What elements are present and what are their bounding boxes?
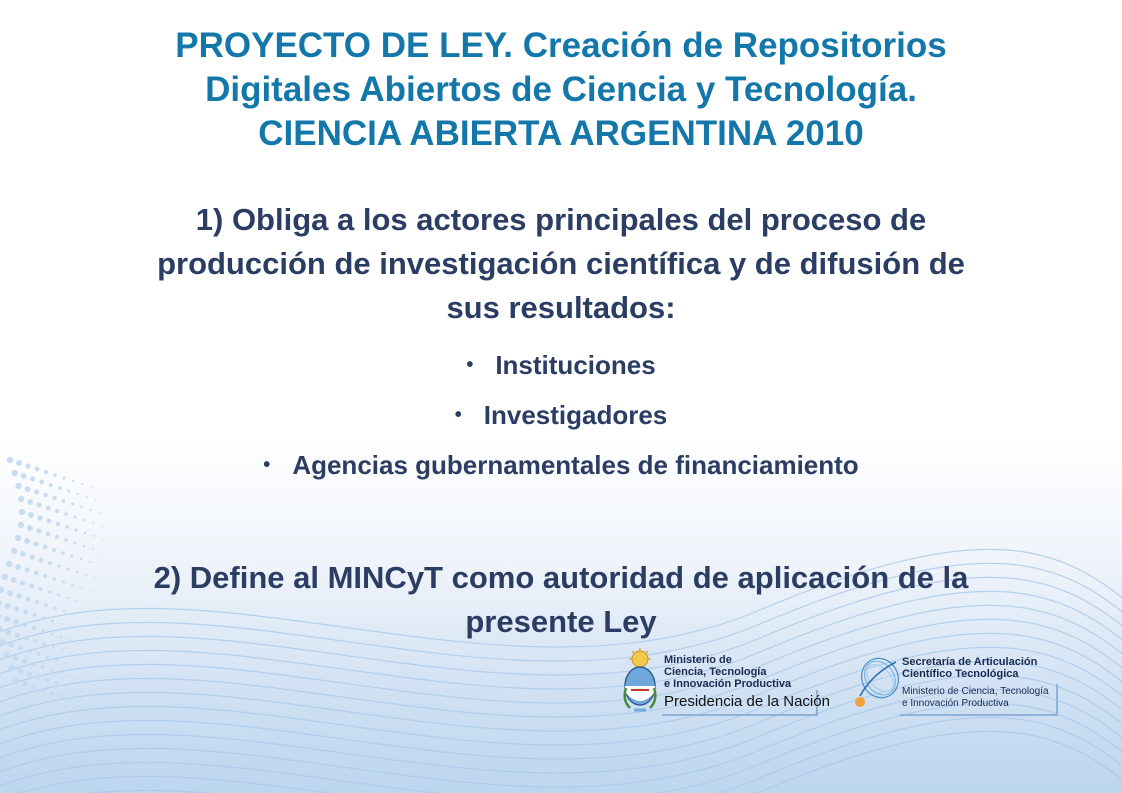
point-2-line-1: 2) Define al MINCyT como autoridad de aplicación de la [153, 560, 969, 595]
wave-dot [83, 545, 85, 547]
wave-dot [87, 704, 89, 706]
bullet-dot: • [263, 453, 271, 476]
wave-dot [101, 525, 103, 527]
wave-dot [0, 587, 4, 593]
wave-dot [78, 678, 80, 680]
wave-dot [27, 671, 32, 676]
wave-dot [73, 688, 75, 690]
wave-dot [3, 652, 9, 658]
wave-dot [53, 496, 57, 500]
wave-dot [19, 509, 25, 515]
wave-dot [29, 554, 34, 559]
argentina-coat-of-arms-icon [620, 648, 660, 716]
wave-dot [0, 613, 1, 619]
wave-dot [5, 603, 11, 609]
wave-dot [47, 519, 52, 524]
wave-dot [18, 522, 24, 528]
wave-dot [92, 548, 94, 550]
wave-dot [59, 671, 62, 674]
wave-dot [33, 541, 38, 546]
list-item-agencias [0, 440, 1122, 490]
wave-dot [46, 532, 51, 537]
wave-dot [15, 564, 21, 570]
secretaria-title [902, 656, 1062, 680]
title-line-2: Digitales Abiertos de Ciencia y Tecnología. [205, 70, 917, 109]
secretaria-line-4: e Innovación Productiva [902, 698, 1009, 709]
wave-dot [42, 616, 46, 620]
wave-dot [34, 571, 39, 576]
actors-list [0, 340, 1122, 490]
list-item-label: Instituciones [495, 349, 656, 380]
wave-dot [46, 655, 50, 659]
wave-dot [37, 502, 42, 507]
point-1 [80, 198, 1042, 330]
wave-dot [83, 668, 85, 670]
wave-dot [33, 639, 37, 643]
wave-dot [71, 502, 74, 505]
wave-dot [34, 489, 39, 494]
wave-dot [45, 678, 49, 682]
wave-dot [37, 515, 42, 520]
wave-dot [18, 645, 23, 650]
wave-dot [24, 538, 30, 544]
wave-dot [82, 691, 84, 693]
wave-dot [13, 678, 19, 684]
title-line-3: CIENCIA ABIERTA ARGENTINA 2010 [258, 114, 864, 153]
wave-dot [8, 665, 14, 671]
wave-dot [26, 597, 31, 602]
wave-dot [74, 528, 77, 531]
wave-dot [80, 655, 82, 657]
wave-dot [11, 548, 17, 554]
wave-dot [33, 613, 37, 617]
wave-dot [68, 675, 70, 677]
wave-dot [11, 577, 17, 583]
wave-dot [43, 642, 47, 646]
secretaria-logo [852, 654, 1062, 726]
wave-dot [7, 590, 13, 596]
wave-dot [101, 551, 103, 553]
presidencia-label: Presidencia de la Nación [664, 693, 830, 710]
wave-dot [90, 509, 92, 511]
wave-dot [64, 512, 68, 516]
wave-dot [39, 587, 43, 591]
wave-dot [20, 551, 26, 557]
list-item-instituciones [0, 340, 1122, 390]
wave-dot [20, 580, 25, 585]
wave-dot [39, 558, 44, 563]
ministerio-text [664, 654, 814, 690]
secretaria-subtitle [902, 686, 1062, 710]
wave-dot [44, 603, 48, 607]
wave-dot [23, 610, 28, 615]
point-1-line-1: 1) Obliga a los actores principales del proceso de [195, 202, 927, 237]
wave-dot [61, 551, 65, 555]
wave-dot [62, 499, 66, 503]
wave-dot [24, 636, 29, 641]
wave-dot [36, 675, 41, 680]
wave-dot [64, 684, 67, 687]
wave-dot [74, 515, 77, 518]
ministerio-line-3: e Innovación Productiva [664, 678, 792, 690]
wave-dot [22, 681, 28, 687]
wave-dot [15, 535, 21, 541]
wave-dot [25, 567, 30, 572]
wave-dot [1, 574, 7, 580]
wave-dot [22, 658, 27, 663]
wave-dot [64, 538, 68, 542]
wave-dot [70, 652, 72, 654]
wave-dot [6, 561, 12, 567]
secretaria-line-1: Secretaría de Articulación [902, 656, 1038, 668]
wave-dot [16, 593, 21, 598]
wave-dot [78, 701, 80, 703]
wave-dot [32, 626, 36, 630]
wave-dot [46, 506, 51, 511]
wave-dot [68, 697, 71, 700]
wave-dot [55, 681, 59, 685]
wave-dot [13, 619, 18, 624]
secretaria-line-2: Científico Tecnológica [902, 668, 1019, 680]
wave-dot [31, 684, 36, 689]
wave-dot [43, 574, 47, 578]
wave-dot [65, 525, 69, 529]
wave-dot [41, 688, 46, 693]
wave-dot [102, 538, 104, 540]
wave-line [0, 731, 1122, 793]
wave-dot [76, 493, 78, 495]
wave-dot [96, 707, 98, 709]
wave-dot [9, 642, 15, 648]
point-2-line-2: presente Ley [465, 604, 657, 639]
wave-dot [14, 606, 19, 611]
wave-dot [55, 509, 59, 513]
secretaria-line-3: Ministerio de Ciencia, Tecnología [902, 686, 1049, 697]
list-item-label: Investigadores [483, 399, 668, 430]
bullet-dot: • [466, 353, 474, 376]
ministerio-line-2: Ciencia, Tecnología [664, 666, 767, 678]
wave-dot [43, 493, 48, 498]
slide-title [40, 24, 1082, 156]
swirl-globe-icon [852, 654, 902, 716]
wave-dot [50, 668, 54, 672]
wave-dot [86, 496, 88, 498]
wave-line [0, 717, 1122, 793]
wave-dot [73, 665, 75, 667]
wave-dot [92, 694, 94, 696]
wave-dot [84, 532, 86, 534]
wave-dot [52, 645, 55, 648]
wave-dot [23, 623, 28, 628]
wave-dot [92, 522, 94, 524]
wave-dot [59, 694, 63, 698]
wave-dot [83, 519, 85, 521]
wave-dot [99, 512, 101, 514]
wave-dot [95, 499, 97, 501]
wave-dot [52, 548, 56, 552]
ministerio-logo [620, 648, 830, 720]
wave-dot [4, 616, 10, 622]
wave-dot [5, 629, 11, 635]
wave-dot [56, 522, 60, 526]
wave-dot [31, 662, 36, 667]
wave-dot [43, 545, 48, 550]
wave-dot [28, 512, 34, 518]
wave-dot [36, 528, 41, 533]
point-1-line-3: sus resultados: [446, 290, 676, 325]
wave-dot [13, 655, 19, 661]
wave-dot [36, 652, 40, 656]
list-item-investigadores [0, 390, 1122, 440]
wave-dot [27, 499, 33, 505]
wave-dot [55, 535, 59, 539]
wave-dot [27, 525, 33, 531]
wave-dot [15, 632, 20, 637]
wave-dot [87, 681, 89, 683]
wave-dot [93, 535, 95, 537]
point-1-line-2: producción de investigación científica y de difusión de [157, 246, 965, 281]
wave-dot [41, 629, 45, 633]
wave-dot [27, 649, 32, 654]
wave-dot [41, 665, 45, 669]
ministerio-line-1: Ministerio de [664, 654, 732, 666]
wave-dot [35, 600, 39, 604]
wave-dot [61, 649, 63, 651]
point-2 [50, 556, 1072, 644]
wave-dot [17, 668, 23, 674]
wave-dot [55, 658, 58, 661]
bullet-dot: • [454, 403, 462, 426]
title-line-1: PROYECTO DE LEY. Creación de Repositorios [175, 26, 947, 65]
list-item-label: Agencias gubernamentales de financiamiento [292, 449, 859, 480]
wave-dot [0, 600, 2, 606]
wave-dot [29, 584, 34, 589]
wave-dot [50, 691, 54, 695]
wave-dot [18, 496, 24, 502]
wave-dot [73, 541, 76, 544]
wave-dot [80, 506, 82, 508]
wave-dot [64, 662, 66, 664]
